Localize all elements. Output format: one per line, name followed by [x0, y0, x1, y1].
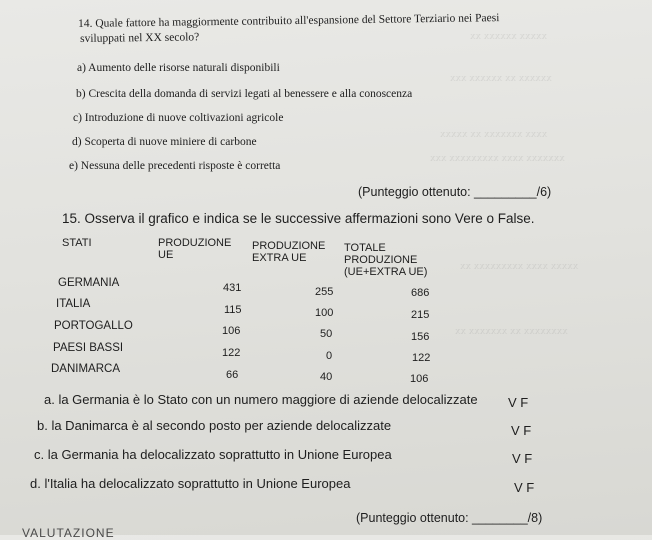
table-cell-stato: ITALIA	[56, 298, 91, 310]
question-14-option-d: d) Scoperta di nuove miniere di carbone	[72, 136, 257, 148]
table-cell-stato: PAESI BASSI	[53, 342, 124, 354]
table-header-line: (UE+EXTRA UE)	[344, 266, 428, 278]
table-cell-stato: GERMANIA	[58, 277, 120, 289]
table-header-line: TOTALE	[344, 242, 386, 254]
table-cell-ue: 115	[224, 304, 242, 316]
table-header-stati: STATI	[62, 237, 92, 249]
bleed-through-text: xxxxxxx xxxx xxxxxxxxx xxx	[430, 152, 565, 164]
table-cell-stato: PORTOGALLO	[54, 320, 133, 332]
table-cell-totale: 156	[411, 331, 430, 343]
statement-a: a. la Germania è lo Stato con un numero maggiore di aziende delocalizzate	[44, 392, 478, 407]
true-false-choice-a[interactable]: V F	[508, 395, 529, 410]
bleed-through-text: xxxxx xxxxxx xx	[470, 30, 547, 42]
table-cell-totale: 122	[412, 352, 431, 364]
table-header-line: UE	[158, 249, 174, 261]
footer-cut-text: VALUTAZIONE	[22, 526, 115, 540]
table-header-line: PRODUZIONE	[252, 240, 326, 252]
statement-d: d. l'Italia ha delocalizzato soprattutto in Unione Europea	[30, 476, 351, 491]
table-cell-stato: DANIMARCA	[51, 363, 121, 375]
question-14-option-c: c) Introduzione di nuove coltivazioni agricole	[73, 112, 284, 124]
table-cell-extra: 40	[320, 371, 333, 383]
table-cell-ue: 122	[222, 347, 241, 359]
table-cell-ue: 431	[223, 282, 242, 294]
true-false-choice-c[interactable]: V F	[512, 451, 533, 466]
table-cell-ue: 106	[222, 325, 241, 337]
bleed-through-text: xxxxxxxx xx xxxxxxx xx	[455, 325, 568, 337]
table-cell-ue: 66	[226, 369, 239, 381]
table-header-line: EXTRA UE	[252, 252, 307, 264]
question-15-score: (Punteggio ottenuto: ________/8)	[356, 511, 543, 525]
table-header-line: PRODUZIONE	[158, 237, 232, 249]
table-header-produzione-ue	[158, 237, 231, 261]
table-cell-totale: 686	[411, 287, 430, 299]
question-14-title-line2: sviluppati nel XX secolo?	[80, 31, 200, 45]
table-cell-extra: 100	[315, 307, 334, 319]
question-15-title: 15. Osserva il grafico e indica se le successive affermazioni sono Vere o False.	[62, 211, 535, 226]
question-14-option-e: e) Nessuna delle precedenti risposte è corretta	[69, 160, 281, 172]
bleed-through-text: xxxx xxxxxxx xx xxxxx	[440, 128, 548, 140]
table-header-produzione-extra-ue	[252, 240, 325, 264]
question-14-title-line1: 14. Quale fattore ha maggiormente contribuito all'espansione del Settore Terziario nei Paesi	[78, 12, 500, 30]
table-header-totale-produzione	[344, 242, 427, 278]
statement-c: c. la Germania ha delocalizzato soprattutto in Unione Europea	[34, 447, 392, 462]
table-header-line: PRODUZIONE	[344, 254, 418, 266]
question-14-option-b: b) Crescita della domanda di servizi legati al benessere e alla conoscenza	[76, 88, 413, 100]
table-cell-extra: 0	[326, 350, 333, 362]
true-false-choice-d[interactable]: V F	[514, 480, 535, 495]
question-14-option-a: a) Aumento delle risorse naturali disponibili	[77, 62, 280, 74]
table-cell-extra: 50	[320, 328, 333, 340]
table-cell-extra: 255	[315, 286, 334, 298]
table-cell-totale: 106	[410, 373, 429, 385]
bleed-through-text: xxxxxx xx xxxxxx xxx	[450, 72, 552, 84]
bleed-through-text: xxxxx xxxx xxxxxxxxx xx	[460, 260, 579, 272]
statement-b: b. la Danimarca è al secondo posto per aziende delocalizzate	[37, 418, 392, 433]
table-cell-totale: 215	[411, 309, 430, 321]
question-14-score: (Punteggio ottenuto: _________/6)	[358, 185, 552, 199]
true-false-choice-b[interactable]: V F	[511, 423, 532, 438]
